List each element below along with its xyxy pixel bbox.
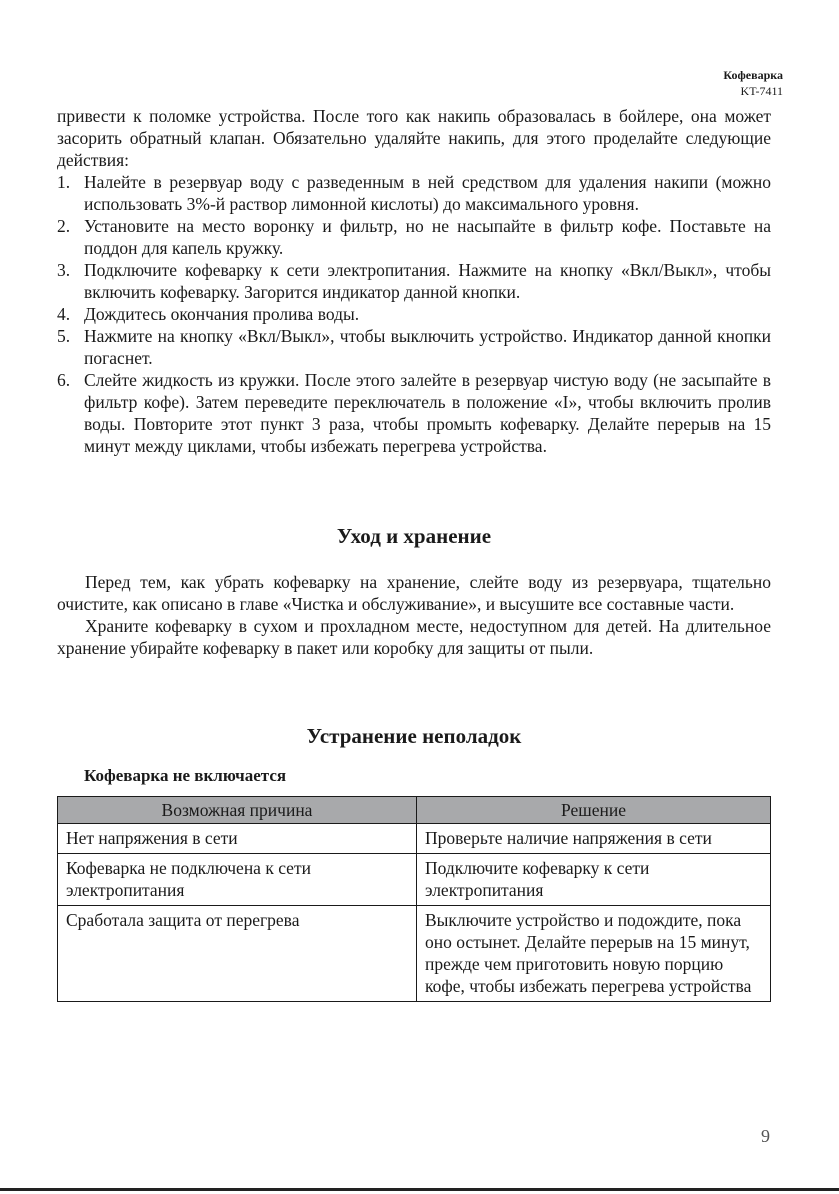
list-item-text: Дождитесь окончания пролива воды. — [84, 304, 360, 324]
list-item — [57, 171, 771, 215]
list-item-text: Установите на место воронку и фильтр, но не насыпайте в фильтр кофе. Поставьте на поддон для капель кружку. — [84, 216, 771, 258]
list-item-number: 2. — [57, 216, 71, 236]
table-header-row — [58, 797, 771, 824]
page-content — [57, 105, 771, 1002]
list-item-text: Слейте жидкость из кружки. После этого залейте в резервуар чистую воду (не засыпайте в фильтр кофе). Затем переведите переключатель в положение «I», чтобы включить пролив воды. Повторите этот пункт 3 раза, чтобы промыть кофеварку. Делайте перерыв на 15 минут между циклами, чтобы избежать перегрева устройства. — [84, 370, 771, 456]
column-header-solution: Решение — [417, 797, 771, 824]
column-header-cause: Возможная причина — [58, 797, 417, 824]
solution-cell: Выключите устройство и подождите, пока оно остынет. Делайте перерыв на 15 минут, прежде чем приготовить новую порцию кофе, чтобы избежать перегрева устройства — [417, 906, 771, 1002]
page-number: 9 — [761, 1126, 770, 1146]
care-paragraph: Перед тем, как убрать кофеварку на хранение, слейте воду из резервуара, тщательно очистите, как описано в главе «Чистка и обслуживание», и высушите все составные части. — [57, 572, 771, 614]
list-item-number: 4. — [57, 304, 71, 324]
solution-cell: Проверьте наличие напряжения в сети — [417, 824, 771, 854]
troubleshooting-section-title: Устранение неполадок — [306, 724, 522, 748]
cause-cell: Нет напряжения в сети — [58, 824, 417, 854]
table-row — [58, 906, 771, 1002]
list-item — [57, 215, 771, 259]
table-row — [58, 854, 771, 906]
list-item — [57, 259, 771, 303]
intro-paragraph: привести к поломке устройства. После того как накипь образовалась в бойлере, она может засорить обратный клапан. Обязательно удаляйте накипь, для этого проделайте следующие действия: — [57, 106, 771, 170]
page-header — [723, 67, 783, 99]
list-item — [57, 303, 771, 325]
table-row — [58, 824, 771, 854]
page-bottom-rule — [0, 1188, 839, 1191]
descaling-steps-list — [57, 171, 771, 457]
care-section-body — [57, 571, 771, 659]
cause-cell: Кофеварка не подключена к сети электропитания — [58, 854, 417, 906]
care-paragraph: Храните кофеварку в сухом и прохладном месте, недоступном для детей. На длительное хранение убирайте кофеварку в пакет или коробку для защиты от пыли. — [57, 616, 771, 658]
solution-cell: Подключите кофеварку к сети электропитания — [417, 854, 771, 906]
list-item-text: Подключите кофеварку к сети электропитания. Нажмите на кнопку «Вкл/Выкл», чтобы включить кофеварку. Загорится индикатор данной кнопки. — [84, 260, 771, 302]
troubleshooting-table — [57, 796, 771, 1002]
list-item-text: Нажмите на кнопку «Вкл/Выкл», чтобы выключить устройство. Индикатор данной кнопки погаснет. — [84, 326, 771, 368]
list-item-number: 3. — [57, 260, 71, 280]
list-item-number: 6. — [57, 370, 71, 390]
troubleshooting-subtitle: Кофеварка не включается — [84, 766, 287, 785]
cause-cell: Сработала защита от перегрева — [58, 906, 417, 1002]
list-item-number: 1. — [57, 172, 71, 192]
care-section-title: Уход и хранение — [336, 524, 492, 548]
list-item — [57, 369, 771, 457]
list-item — [57, 325, 771, 369]
list-item-number: 5. — [57, 326, 71, 346]
header-brand: Кофеварка — [723, 68, 783, 82]
header-model: KT-7411 — [740, 84, 783, 98]
list-item-text: Налейте в резервуар воду с разведенным в ней средством для удаления накипи (можно использовать 3%-й раствор лимонной кислоты) до максимального уровня. — [84, 172, 771, 214]
